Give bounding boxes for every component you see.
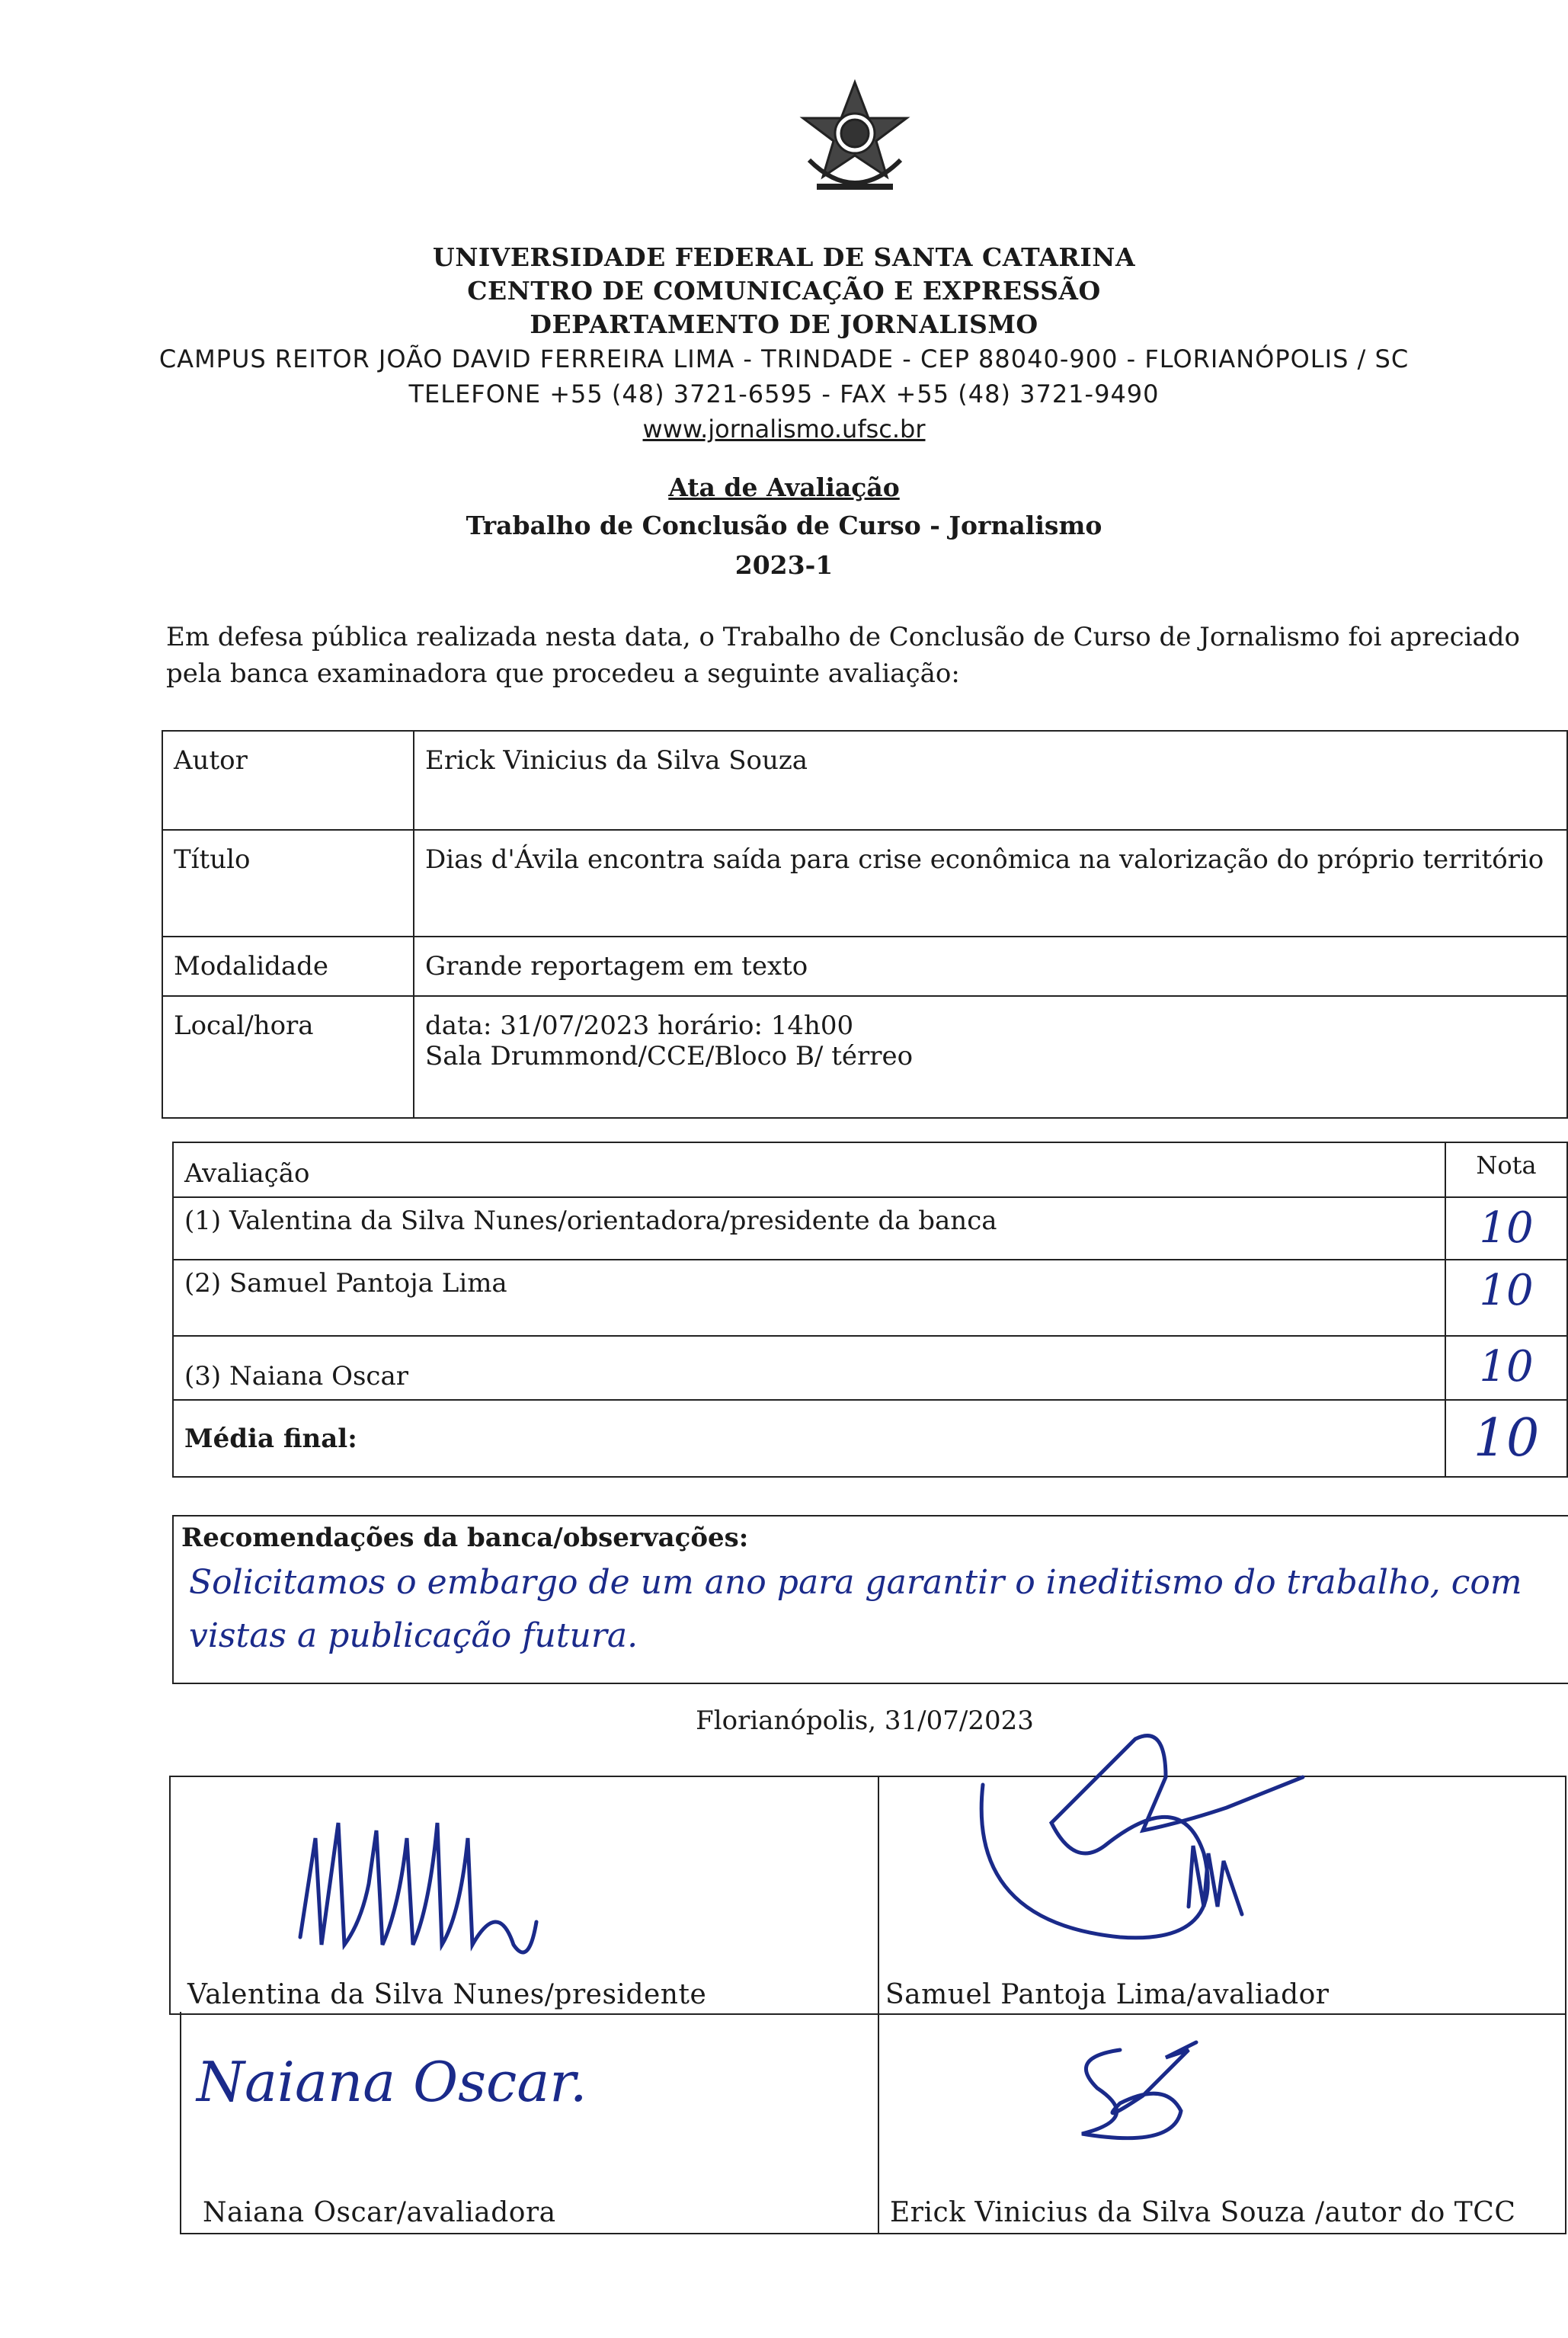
table-row — [173, 1400, 1567, 1477]
room-text: Sala Drummond/CCE/Bloco B/ térreo — [425, 1041, 914, 1071]
place-time-value — [414, 996, 1567, 1118]
date-time-text: data: 31/07/2023 horário: 14h00 — [425, 1010, 854, 1041]
signature-samuel — [937, 1693, 1349, 1983]
grade-2: 10 — [1445, 1260, 1567, 1336]
grade-header: Nota — [1445, 1142, 1567, 1197]
author-label: Autor — [162, 731, 414, 830]
table-row — [173, 1336, 1567, 1400]
final-average-label: Média final: — [173, 1400, 1445, 1477]
table-row — [173, 1197, 1567, 1260]
evaluation-header: Avaliação — [173, 1142, 1445, 1197]
signature-box-president — [169, 1776, 879, 2015]
center-name: CENTRO DE COMUNICAÇÃO E EXPRESSÃO — [467, 276, 1101, 306]
table-row — [162, 996, 1567, 1118]
recommendations-box — [172, 1515, 1568, 1684]
author-value: Erick Vinicius da Silva Souza — [414, 731, 1567, 830]
examiner-3: (3) Naiana Oscar — [173, 1336, 1445, 1400]
signature-box-author — [876, 2012, 1566, 2234]
place-date: Florianópolis, 31/07/2023 — [696, 1705, 1034, 1736]
place-time-label: Local/hora — [162, 996, 414, 1118]
document-subtitle: Trabalho de Conclusão de Curso - Jornalismo — [466, 511, 1102, 540]
signature-name-naiana: Naiana Oscar/avaliadora — [203, 2197, 556, 2228]
table-row — [162, 830, 1567, 937]
signature-box-examiner-naiana — [180, 2012, 879, 2234]
signature-erick — [1051, 2035, 1219, 2157]
intro-paragraph: Em defesa pública realizada nesta data, o Trabalho de Conclusão de Curso de Jornalismo foi apreciado pela banca examinadora que procedeu a seguinte avaliação: — [166, 622, 1521, 689]
signature-valentina — [285, 1792, 574, 1975]
signature-name-author: Erick Vinicius da Silva Souza /autor do TCC — [890, 2197, 1516, 2228]
table-row — [173, 1260, 1567, 1336]
document-title: Ata de Avaliação — [668, 472, 900, 502]
website-link[interactable]: www.jornalismo.ufsc.br — [642, 415, 926, 444]
modality-value: Grande reportagem em texto — [414, 937, 1567, 996]
brazil-coat-of-arms-seal — [794, 76, 916, 206]
department-name: DEPARTAMENTO DE JORNALISMO — [530, 309, 1038, 339]
phone-line: TELEFONE +55 (48) 3721-6595 - FAX +55 (48) 3721-9490 — [408, 380, 1160, 408]
table-row — [162, 937, 1567, 996]
signature-name-president: Valentina da Silva Nunes/presidente — [187, 1979, 707, 2010]
evaluation-table — [172, 1142, 1568, 1478]
grade-1: 10 — [1445, 1197, 1567, 1260]
address-line: CAMPUS REITOR JOÃO DAVID FERREIRA LIMA - TRINDADE - CEP 88040-900 - FLORIANÓPOLIS / SC — [158, 344, 1410, 373]
title-value: Dias d'Ávila encontra saída para crise econômica na valorização do próprio território — [414, 830, 1567, 937]
title-label: Título — [162, 830, 414, 937]
grade-3: 10 — [1445, 1336, 1567, 1400]
table-row — [173, 1142, 1567, 1197]
signature-box-examiner-samuel — [876, 1776, 1566, 2015]
final-average-grade: 10 — [1445, 1400, 1567, 1477]
work-info-table — [162, 730, 1568, 1119]
examiner-2: (2) Samuel Pantoja Lima — [173, 1260, 1445, 1336]
examiner-1: (1) Valentina da Silva Nunes/orientadora/presidente da banca — [173, 1197, 1445, 1260]
recommendations-text: Solicitamos o embargo de um ano para garantir o ineditismo do trabalho, com vistas a publicação futura. — [189, 1563, 1522, 1655]
table-row — [162, 731, 1567, 830]
signature-name-samuel: Samuel Pantoja Lima/avaliador — [885, 1979, 1330, 2010]
modality-label: Modalidade — [162, 937, 414, 996]
university-name: UNIVERSIDADE FEDERAL DE SANTA CATARINA — [432, 242, 1136, 272]
signature-naiana: Naiana Oscar. — [197, 2050, 587, 2114]
recommendations-label: Recomendações da banca/observações: — [181, 1523, 749, 1553]
document-year: 2023-1 — [734, 550, 834, 580]
